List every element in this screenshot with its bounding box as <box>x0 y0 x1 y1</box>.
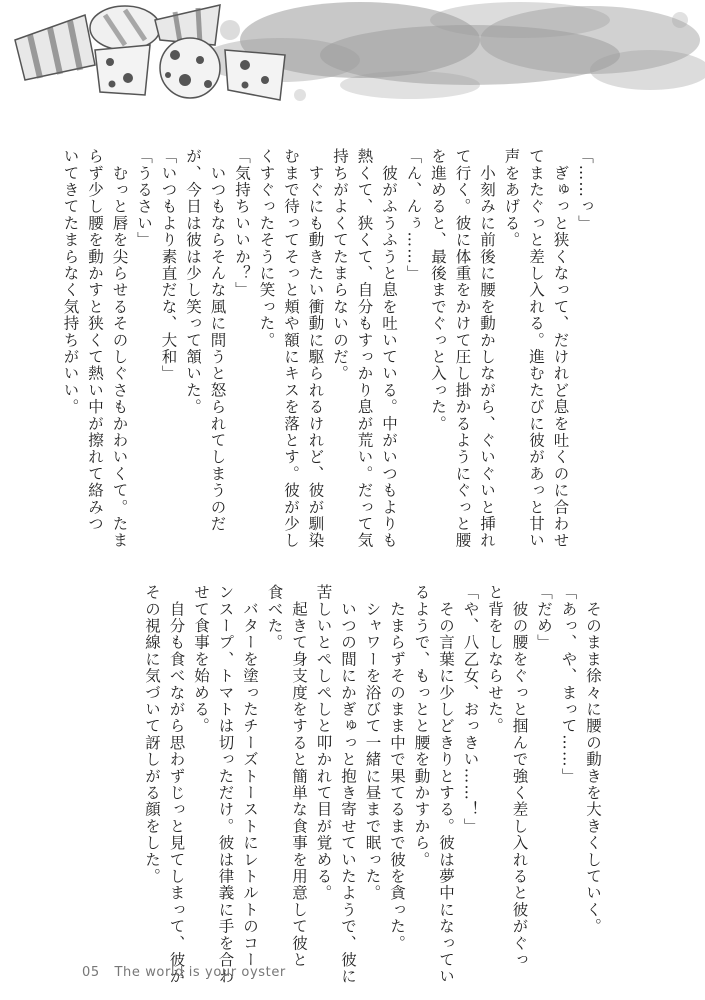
text-line: その言葉に少しどきりとする。彼は夢中になってい <box>437 584 455 985</box>
text-line: が、今日は彼は少し笑って頷いた。 <box>184 148 202 416</box>
text-line: ぎゅっと狭くなって、だけれど息を吐くのに合わせ <box>551 148 570 549</box>
text-line: 「だめ」 <box>535 584 553 651</box>
text-line: らず少し腰を動かすと狭くて熱い中が擦れて絡みつ <box>86 148 104 533</box>
text-line: そのまま徐々に腰の動きを大きくしていく。 <box>584 584 602 935</box>
text-line: を進めると、最後までぐっと入った。 <box>429 148 447 432</box>
text-line: いつの間にかぎゅっと抱き寄せていたようで、彼に <box>339 584 357 985</box>
text-line: 「あっ、や、まって……」 <box>559 584 578 785</box>
text-line: 「ん、んぅ……」 <box>404 148 423 282</box>
text-line: と背をしならせた。 <box>486 584 504 735</box>
text-line: 起きて身支度をすると簡単な食事を用意して彼と <box>290 584 308 969</box>
text-line: 食べた。 <box>265 584 284 651</box>
text-line: たまらずそのまま中で果てるまで彼を貪った。 <box>388 584 406 952</box>
text-line: シャワーを浴びて一緒に昼まで眠った。 <box>363 584 382 902</box>
text-line: 苦しいとぺしぺしと叩かれて目が覚める。 <box>314 584 333 902</box>
text-line: てまたぐっと差し入れる。進むたびに彼があっと甘い <box>527 148 545 549</box>
text-line: その視線に気づいて訝しがる顔をした。 <box>143 584 161 885</box>
book-title: The world is your oyster <box>114 965 286 980</box>
text-line: 小刻みに前後に腰を動かしながら、ぐいぐいと挿れ <box>478 148 496 549</box>
text-line: 「……っ」 <box>576 148 594 232</box>
text-line: 持ちがよくてたまらないのだ。 <box>331 148 349 382</box>
text-line: いてきてたまらなく気持ちがいい。 <box>61 148 80 416</box>
text-line: むまで待ってそっと頬や額にキスを落とす。彼が少し <box>282 148 300 549</box>
text-line: 声をあげる。 <box>502 148 521 249</box>
text-line: バターを塗ったチーズトーストにレトルトのコー <box>241 584 259 969</box>
page-number: 05 <box>82 965 100 980</box>
text-line: て行く。彼に体重をかけて圧し掛かるようにぐっと腰 <box>453 148 472 549</box>
text-line: せて食事を始める。 <box>192 584 210 735</box>
text-line: 「うるさい」 <box>135 148 153 249</box>
text-line: いつもならそんな風に問うと怒られてしまうのだ <box>208 148 227 533</box>
text-line: 「気持ちいいか？」 <box>233 148 251 299</box>
text-line: 彼の腰をぐっと掴んで強く差し入れると彼がぐっ <box>510 584 529 969</box>
text-line: 「いつもより素直だな、大和」 <box>159 148 178 382</box>
text-line: るようで、もっとと腰を動かすから。 <box>412 584 431 868</box>
text-line: ンスープ、トマトは切っただけ。彼は律義に手を合わ <box>216 584 235 985</box>
text-line: くすぐったそうに笑った。 <box>257 148 276 349</box>
text-line: 熱くて、狭くて、自分もすっかり息が荒い。だって気 <box>355 148 374 549</box>
watercolor-candy-header <box>0 0 705 120</box>
text-line: 彼がふうふうと息を吐いている。中がいつもよりも <box>380 148 398 549</box>
text-line: 自分も食べながら思わずじっと見てしまって、彼が <box>167 584 186 985</box>
text-line: すぐにも動きたい衝動に駆られるけれど、彼が馴染 <box>306 148 325 549</box>
text-line: 「や、八乙女、おっきい……！」 <box>461 584 480 835</box>
text-line: むっと唇を尖らせるそのしぐさもかわいくて。たま <box>110 148 129 549</box>
page-footer <box>82 965 286 980</box>
